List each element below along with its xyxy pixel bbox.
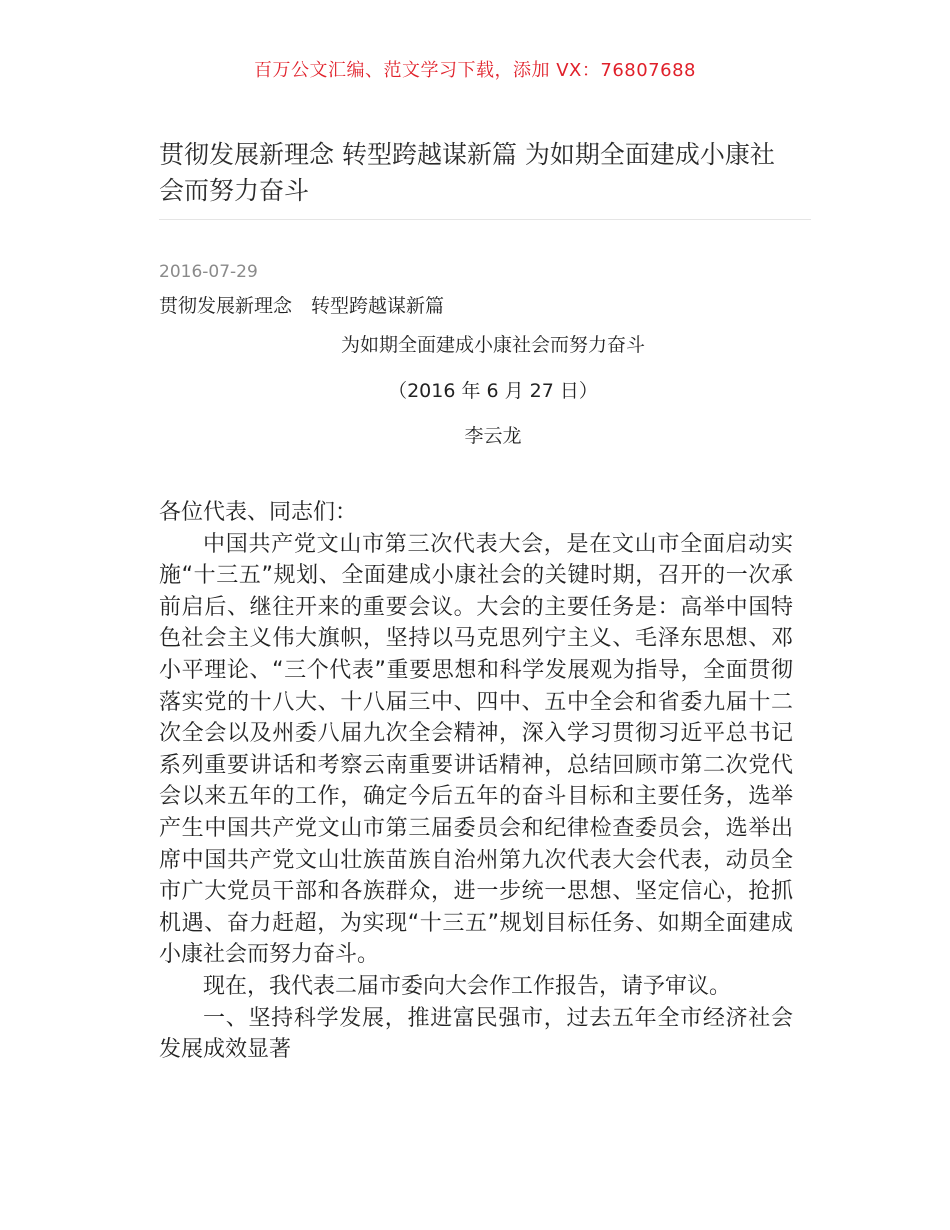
publish-date: 2016-07-29 [159, 262, 258, 282]
salutation: 各位代表、同志们： [159, 500, 358, 525]
article-body [159, 497, 793, 1066]
article-subtitle: 贯彻发展新理念 转型跨越谋新篇 [159, 295, 445, 317]
title-divider [159, 219, 811, 220]
watermark-banner: 百万公文汇编、范文学习下载，添加 VX：76807688 [254, 60, 696, 81]
speech-author: 李云龙 [464, 425, 522, 447]
speech-heading: 为如期全面建成小康社会而努力奋斗 [340, 334, 645, 356]
section-heading: 一、坚持科学发展，推进富民强市，过去五年全市经济社会发展成效显著 [159, 1005, 793, 1063]
body-paragraph: 中国共产党文山市第三次代表大会，是在文山市全面启动实施“十三五”规划、全面建成小康社会的关键时期，召开的一次承前启后、继往开来的重要会议。大会的主要任务是：高举中国特色社会主义伟大旗帜，坚持以马克思列宁主义、毛泽东思想、邓小平理论、“三个代表”重要思想和科学发展观为指导，全面贯彻落实党的十八大、十八届三中、四中、五中全会和省委九届十二次全会以及州委八届九次全会精神，深入学习贯彻习近平总书记系列重要讲话和考察云南重要讲话精神，总结回顾市第二次党代会以来五年的工作，确定今后五年的奋斗目标和主要任务，选举产生中国共产党文山市第三届委员会和纪律检查委员会，选举出席中国共产党文山壮族苗族自治州第九次代表大会代表，动员全市广大党员干部和各族群众，进一步统一思想、坚定信心，抢抓机遇、奋力赶超，为实现“十三五”规划目标任务、如期全面建成小康社会而努力奋斗。 [159, 531, 793, 968]
article-title: 贯彻发展新理念 转型跨越谋新篇 为如期全面建成小康社会而努力奋斗 [159, 140, 775, 205]
body-paragraph: 现在，我代表二届市委向大会作工作报告，请予审议。 [203, 973, 732, 999]
speech-dateline: （2016 年 6 月 27 日） [388, 380, 598, 402]
